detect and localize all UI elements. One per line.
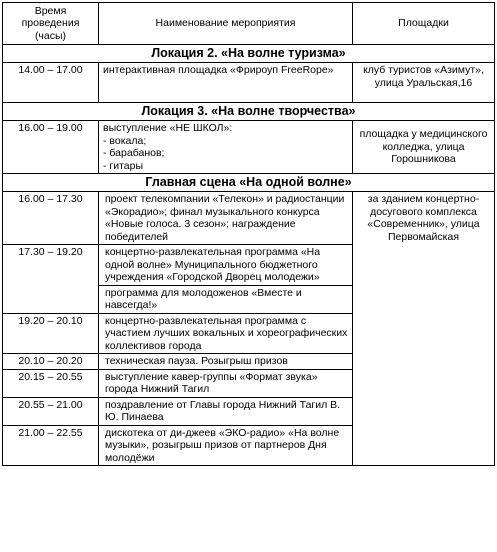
location3-time: 16.00 – 19.00 [3, 121, 99, 174]
main-stage-event: программа для молодоженов «Вместе и навсегда!» [99, 285, 353, 313]
location3-venue: площадка у медицинского колледжа, улица Горошникова [353, 121, 495, 174]
location3-event [99, 121, 353, 174]
header-time: Время проведения (часы) [3, 3, 99, 45]
header-event: Наименование мероприятия [99, 3, 353, 45]
location3-title: Локация 3. «На волне творчества» [3, 103, 495, 121]
main-stage-time: 20.15 – 20.55 [3, 369, 99, 397]
location2-time: 14.00 – 17.00 [3, 63, 99, 103]
table-row [3, 192, 495, 245]
location2-title-row [3, 45, 495, 63]
main-stage-time: 17.30 – 19.20 [3, 245, 99, 314]
location3-event-line: - гитары [103, 159, 144, 172]
main-stage-time: 21.00 – 22.55 [3, 425, 99, 466]
location2-event: интерактивная площадка «Фрироуп FreeRope» [99, 63, 353, 103]
table-row [3, 63, 495, 103]
location3-event-line: - барабанов; [103, 147, 165, 159]
main-stage-event: дискотека от ди-джеев «ЭКО-радио» «На волне музыки», розыгрыш призов от партнеров Дня молодёжи [99, 425, 353, 466]
header-venue: Площадки [353, 3, 495, 45]
main-stage-event: концертно-развлекательная программа с участием лучших вокальных и хореографических коллективов города [99, 313, 353, 354]
main-stage-time: 20.10 – 20.20 [3, 354, 99, 370]
main-stage-venue: за зданием концертно-досугового комплекса «Современник», улица Первомайская [353, 192, 495, 466]
main-stage-event: концертно-развлекательная программа «На одной волне» Муниципального бюджетного учреждения «Городской Дворец молодежи» [99, 245, 353, 286]
main-stage-event: техническая пауза. Розыгрыш призов [99, 354, 353, 370]
main-stage-time: 19.20 – 20.10 [3, 313, 99, 354]
main-stage-time: 20.55 – 21.00 [3, 397, 99, 425]
location3-event-line: - вокала; [103, 134, 147, 147]
main-stage-event: поздравление от Главы города Нижний Тагил В. Ю. Пинаева [99, 397, 353, 425]
location3-title-row [3, 103, 495, 121]
header-row [3, 3, 495, 45]
table-row [3, 121, 495, 174]
main-stage-event: проект телекомпании «Телекон» и радиостанции «Экорадио»; финал музыкального конкурса «Новые голоса. 3 сезон»; награждение победителей [99, 192, 353, 245]
location2-title: Локация 2. «На волне туризма» [3, 45, 495, 63]
location3-event-line: выступление «НЕ ШКОЛ»: [103, 122, 233, 134]
main-stage-event: выступление кавер-группы «Формат звука» города Нижний Тагил [99, 369, 353, 397]
main-stage-title: Главная сцена «На одной волне» [3, 174, 495, 192]
schedule-table [2, 2, 495, 466]
main-stage-time: 16.00 – 17.30 [3, 192, 99, 245]
main-stage-title-row [3, 174, 495, 192]
location2-venue: клуб туристов «Азимут», улица Уральская,16 [353, 63, 495, 103]
